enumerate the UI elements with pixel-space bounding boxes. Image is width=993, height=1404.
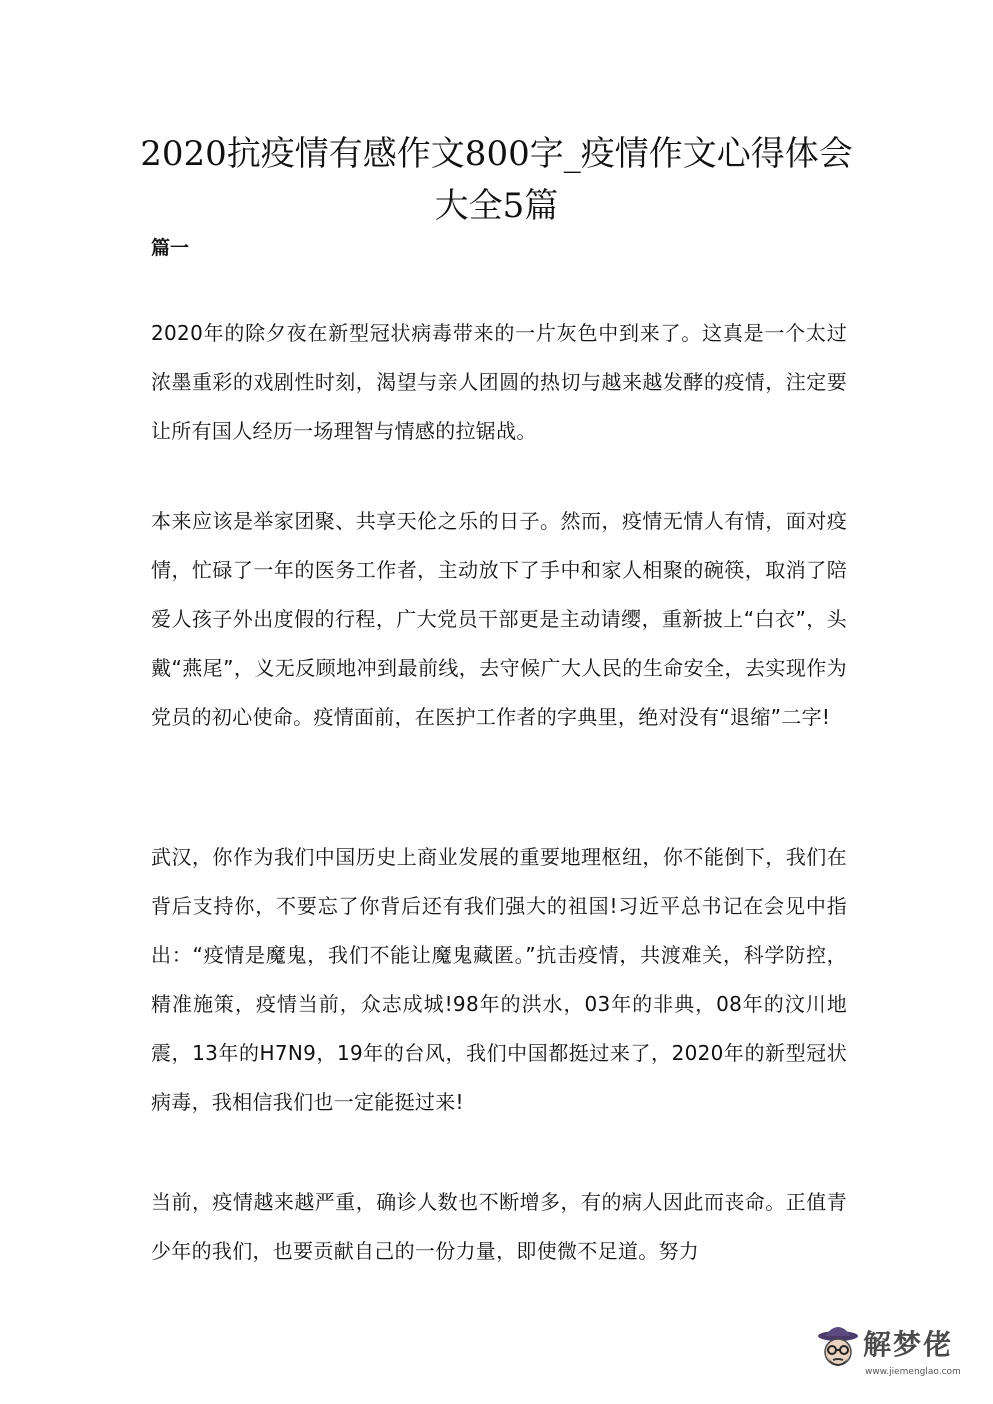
paragraph-3: 武汉，你作为我们中国历史上商业发展的重要地理枢纽，你不能倒下，我们在背后支持你，不要忘了你背后还有我们强大的祖国!习近平总书记在会见中指出：“疫情是魔鬼，我们不能让魔鬼藏匿。”抗击疫情，共渡难关，科学防控，精准施策，疫情当前，众志成城!98年的洪水，03年的非典，08年的汶川地震，13年的H7N9，19年的台风，我们中国都挺过来了，2020年的新型冠状病毒，我相信我们也一定能挺过来!: [151, 845, 847, 1114]
watermark-url: www.jiemenglao.com: [865, 1367, 961, 1377]
paragraph-2: 本来应该是举家团聚、共享天伦之乐的日子。然而，疫情无情人有情，面对疫情，忙碌了一年的医务工作者，主动放下了手中和家人相聚的碗筷，取消了陪爱人孩子外出度假的行程，广大党员干部更是主动请缨，重新披上“白衣”，头戴“燕尾”，义无反顾地冲到最前线，去守候广大人民的生命安全，去实现作为党员的初心使命。疫情面前，在医护工作者的字典里，绝对没有“退缩”二字!: [151, 509, 847, 729]
section-heading: 篇一: [151, 237, 190, 259]
fortune-teller-face-icon: [815, 1322, 861, 1384]
paragraph-1: 2020年的除夕夜在新型冠状病毒带来的一片灰色中到来了。这真是一个太过浓墨重彩的戏剧性时刻，渴望与亲人团圆的热切与越来越发酵的疫情，注定要让所有国人经历一场理智与情感的拉锯战。: [151, 321, 847, 443]
watermark: [815, 1318, 975, 1396]
page-title: 2020抗疫情有感作文800字_疫情作文心得体会大全5篇: [140, 134, 853, 226]
watermark-brand: 解梦佬: [863, 1328, 954, 1361]
paragraph-4: 当前，疫情越来越严重，确诊人数也不断增多，有的病人因此而丧命。正值青少年的我们，也要贡献自己的一份力量，即使微不足道。努力: [151, 1190, 847, 1263]
